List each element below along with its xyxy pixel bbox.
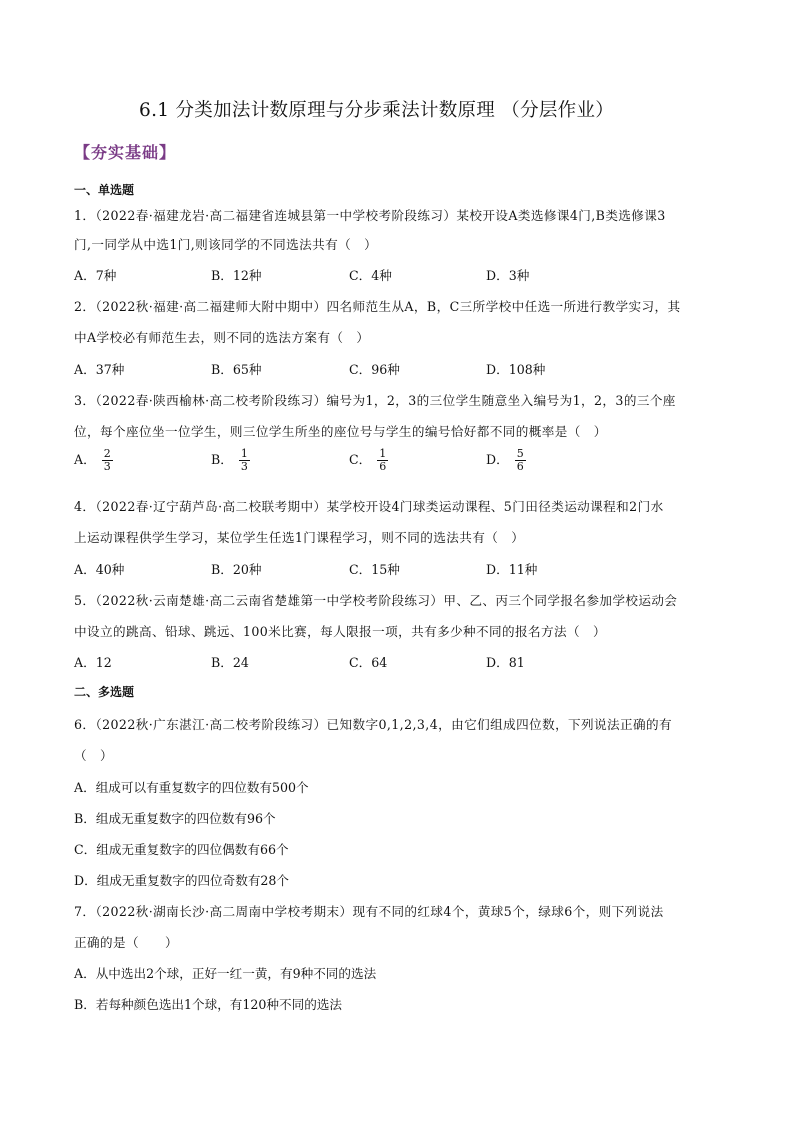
question-6-option-d[interactable]: D．组成无重复数字的四位奇数有28个 <box>74 873 290 888</box>
fraction-c-numerator: 1 <box>379 447 387 460</box>
question-6-line-1: 6．（2022秋·广东湛江·高二校考阶段练习）已知数字0,1,2,3,4，由它们组成四位数，下列说法正确的有 <box>74 717 673 732</box>
fraction-d-denominator: 6 <box>516 460 524 473</box>
question-5-option-c[interactable]: C．64 <box>349 655 388 670</box>
fraction-c-denominator: 6 <box>379 460 387 473</box>
question-4-option-c[interactable]: C．15种 <box>349 562 400 577</box>
question-5-option-a[interactable]: A．12 <box>74 655 112 670</box>
option-a-label: A． <box>74 452 96 467</box>
question-3-line-1: 3．（2022春·陕西榆林·高二校考阶段练习）编号为1，2，3的三位学生随意坐入编号为1，2，3的三个座 <box>74 393 676 408</box>
fraction-b-numerator: 1 <box>240 447 248 460</box>
question-2-option-a[interactable]: A．37种 <box>74 362 125 377</box>
question-1-option-d[interactable]: D．3种 <box>486 268 530 283</box>
question-1-option-c[interactable]: C．4种 <box>349 268 392 283</box>
question-7-line-2: 正确的是（ ） <box>74 935 178 950</box>
fraction-a-numerator: 2 <box>103 447 111 460</box>
option-b-label: B． <box>211 452 233 467</box>
question-4-option-a[interactable]: A．40种 <box>74 562 125 577</box>
question-4-option-b[interactable]: B．20种 <box>211 562 262 577</box>
question-5-line-1: 5．（2022秋·云南楚雄·高二云南省楚雄第一中学校考阶段练习）甲、乙、丙三个同学报名参加学校运动会 <box>74 593 678 608</box>
question-3-line-2: 位，每个座位坐一位学生，则三位学生所坐的座位号与学生的编号恰好都不同的概率是（ ） <box>74 424 607 439</box>
question-2-option-d[interactable]: D．108种 <box>486 362 546 377</box>
question-3-option-d[interactable] <box>486 448 526 473</box>
question-6-option-a[interactable]: A．组成可以有重复数字的四位数有500个 <box>74 780 309 795</box>
question-6-line-2: （ ） <box>74 748 113 763</box>
question-5-line-2: 中设立的跳高、铅球、跳远、100米比赛，每人限报一项，共有多少种不同的报名方法（ ） <box>74 624 606 639</box>
fraction-d-numerator: 5 <box>516 447 524 460</box>
question-1-line-2: 门,一同学从中选1门,则该同学的不同选法共有（ ） <box>74 237 378 252</box>
question-2-line-2: 中A学校必有师范生去，则不同的选法方案有（ ） <box>74 330 370 345</box>
single-choice-heading: 一、单选题 <box>74 183 135 197</box>
page-title: 6.1 分类加法计数原理与分步乘法计数原理 （分层作业） <box>139 100 615 121</box>
question-3-option-a[interactable] <box>74 448 113 473</box>
question-4-option-d[interactable]: D．11种 <box>486 562 538 577</box>
question-7-line-1: 7．（2022秋·湖南长沙·高二周南中学校考期末）现有不同的红球4个，黄球5个，绿球6个，则下列说法 <box>74 904 664 919</box>
question-4-line-1: 4．（2022春·辽宁葫芦岛·高二校联考期中）某学校开设4门球类运动课程、5门田径类运动课程和2门水 <box>74 499 664 514</box>
multi-choice-heading: 二、多选题 <box>74 685 135 699</box>
fraction-d <box>515 448 526 473</box>
fraction-c <box>377 448 388 473</box>
question-1-option-b[interactable]: B．12种 <box>211 268 262 283</box>
fraction-b-denominator: 3 <box>240 460 248 473</box>
question-4-line-2: 上运动课程供学生学习，某位学生任选1门课程学习，则不同的选法共有（ ） <box>74 530 525 545</box>
question-3-option-c[interactable] <box>349 448 388 473</box>
question-2-option-c[interactable]: C．96种 <box>349 362 400 377</box>
fraction-a <box>102 448 113 473</box>
question-5-option-b[interactable]: B．24 <box>211 655 249 670</box>
fraction-a-denominator: 3 <box>103 460 111 473</box>
option-d-label: D． <box>486 452 509 467</box>
question-1-line-1: 1．（2022春·福建龙岩·高二福建省连城县第一中学校考阶段练习）某校开设A类选修课4门,B类选修课3 <box>74 208 666 223</box>
question-1-option-a[interactable]: A．7种 <box>74 268 117 283</box>
question-3-option-b[interactable] <box>211 448 250 473</box>
question-2-line-1: 2．（2022秋·福建·高二福建师大附中期中）四名师范生从A，B，C三所学校中任选一所进行教学实习，其 <box>74 299 681 314</box>
question-5-option-d[interactable]: D．81 <box>486 655 525 670</box>
question-7-option-a[interactable]: A．从中选出2个球，正好一红一黄，有9种不同的选法 <box>74 966 377 981</box>
option-c-label: C． <box>349 452 372 467</box>
question-6-option-c[interactable]: C．组成无重复数字的四位偶数有66个 <box>74 842 289 857</box>
fraction-b <box>239 448 250 473</box>
question-2-option-b[interactable]: B．65种 <box>211 362 262 377</box>
question-6-option-b[interactable]: B．组成无重复数字的四位数有96个 <box>74 811 276 826</box>
question-7-option-b[interactable]: B．若每种颜色选出1个球，有120种不同的选法 <box>74 997 342 1012</box>
section-heading: 【夯实基础】 <box>74 143 177 162</box>
